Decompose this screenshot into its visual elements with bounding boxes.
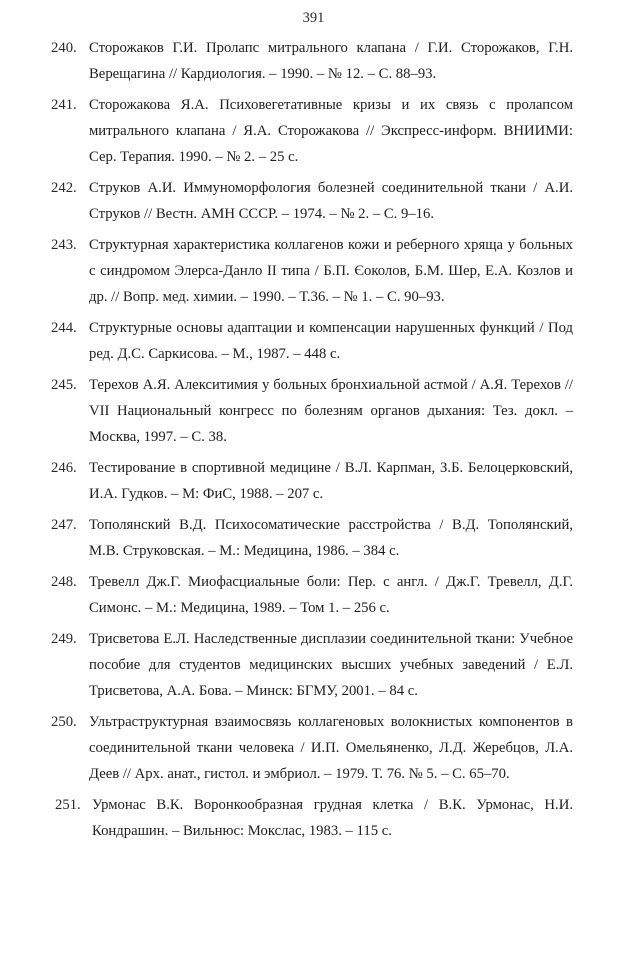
reference-text: Трисветова Е.Л. Наследственные дисплазии соединительной ткани: Учебное пособие для студентов медицинских высших учебных заведений / Е.Л. Трисветова, А.А. Бова. – Минск: БГМУ, 2001. – 84 с. [89,631,573,699]
reference-number: 247. [51,517,77,533]
reference-text: Тревелл Дж.Г. Миофасциальные боли: Пер. с англ. / Дж.Г. Тревелл, Д.Г. Симонс. – М.: Медицина, 1989. – Том 1. – 256 с. [89,574,573,616]
reference-text: Сторожакова Я.А. Психовегетативные кризы и их связь с пролапсом митрального клапана / Я.А. Сторожакова // Экспресс-информ. ВНИИМИ: Сер. Терапия. 1990. – № 2. – 25 с. [89,97,573,165]
reference-list [0,35,627,849]
reference-number: 245. [51,377,77,393]
reference-text: Ультраструктурная взаимосвязь коллагеновых волокнистых компонентов в соединительной ткани человека / И.П. Омельяненко, Л.Д. Жеребцов, Л.А. Деев // Арх. анат., гистол. и эмбриол. – 1979. Т. 76. № 5. – С. 65–70. [89,714,573,782]
reference-text: Структурная характеристика коллагенов кожи и реберного хряща у больных с синдромом Элерса-Данло II типа / Б.П. Єоколов, Б.М. Шер, Е.А. Козлов и др. // Вопр. мед. химии. – 1990. – Т.36. – № 1. – С. 90–93. [89,237,573,305]
reference-text: Струков А.И. Иммуноморфология болезней соединительной ткани / А.И. Струков // Вестн. АМН СССР. – 1974. – № 2. – С. 9–16. [89,180,573,222]
reference-number: 242. [51,180,77,196]
reference-number: 240. [51,40,77,56]
reference-number: 243. [51,237,77,253]
reference-item [0,372,627,450]
reference-item [0,792,627,844]
reference-item [0,626,627,704]
reference-number: 249. [51,631,77,647]
reference-item [0,175,627,227]
reference-number: 241. [51,97,77,113]
reference-text: Тестирование в спортивной медицине / В.Л. Карпман, З.Б. Белоцерковский, И.А. Гудков. – М: ФиС, 1988. – 207 с. [89,460,573,502]
reference-number: 244. [51,320,77,336]
reference-item [0,92,627,170]
reference-text: Терехов А.Я. Алекситимия у больных бронхиальной астмой / А.Я. Терехов // VII Национальный конгресс по болезням органов дыхания: Тез. докл. – Москва, 1997. – С. 38. [89,377,573,445]
reference-item [0,512,627,564]
reference-text: Сторожаков Г.И. Пролапс митрального клапана / Г.И. Сторожаков, Г.Н. Верещагина // Кардиология. – 1990. – № 12. – С. 88–93. [89,40,573,82]
reference-item [0,569,627,621]
reference-item [0,315,627,367]
reference-item [0,709,627,787]
reference-number: 251. [55,797,81,813]
reference-number: 248. [51,574,77,590]
reference-item [0,455,627,507]
reference-item [0,232,627,310]
reference-number: 250. [51,714,77,730]
reference-number: 246. [51,460,77,476]
reference-text: Тополянский В.Д. Психосоматические расстройства / В.Д. Тополянский, М.В. Струковская. – М.: Медицина, 1986. – 384 с. [89,517,573,559]
reference-text: Структурные основы адаптации и компенсации нарушенных функций / Под ред. Д.С. Саркисова. – М., 1987. – 448 с. [89,320,573,362]
reference-item [0,35,627,87]
reference-text: Урмонас В.К. Воронкообразная грудная клетка / В.К. Урмонас, Н.И. Кондрашин. – Вильнюс: Мокслас, 1983. – 115 с. [92,797,573,839]
page-number: 391 [302,10,325,26]
